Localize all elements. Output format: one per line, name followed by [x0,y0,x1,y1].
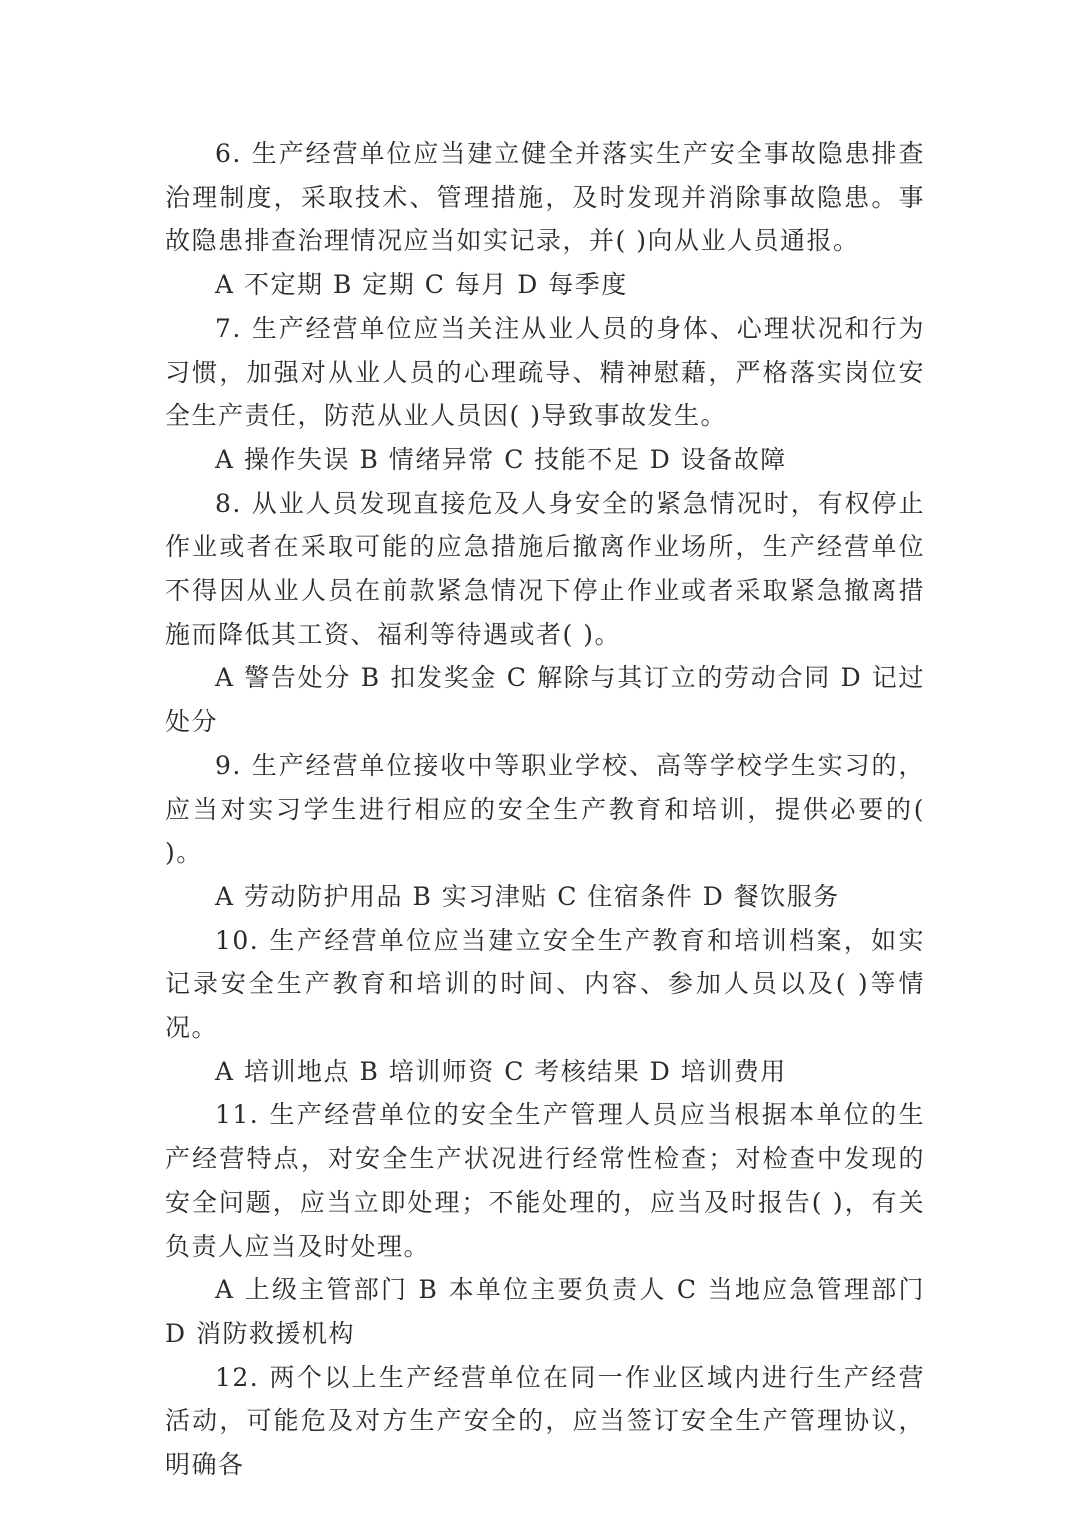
question-9-options: A 劳动防护用品 B 实习津贴 C 住宿条件 D 餐饮服务 [215,881,840,911]
question-6-stem: 6. 生产经营单位应当建立健全并落实生产安全事故隐患排查治理制度，采取技术、管理措施，及时发现并消除事故隐患。事故隐患排查治理情况应当如实记录，并( )向从业人员通报。 [165,139,925,256]
question-6-options: A 不定期 B 定期 C 每月 D 每季度 [215,270,628,300]
question-11-options: A 上级主管部门 B 本单位主要负责人 C 当地应急管理部门 D 消防救援机构 [165,1275,925,1348]
question-12-stem: 12. 两个以上生产经营单位在同一作业区域内进行生产经营活动，可能危及对方生产安全的，应当签订安全生产管理协议，明确各 [165,1362,925,1480]
question-8-options: A 警告处分 B 扣发奖金 C 解除与其订立的劳动合同 D 记过处分 [165,663,925,737]
question-8-stem: 8. 从业人员发现直接危及人身安全的紧急情况时，有权停止作业或者在采取可能的应急措施后撤离作业场所，生产经营单位不得因从业人员在前款紧急情况下停止作业或者采取紧急撤离措施而降低其工资、福利等待遇或者( )。 [165,488,925,649]
question-10-stem: 10. 生产经营单位应当建立安全生产教育和培训档案，如实记录安全生产教育和培训的时间、内容、参加人员以及( )等情况。 [165,925,925,1043]
question-11-stem: 11. 生产经营单位的安全生产管理人员应当根据本单位的生产经营特点，对安全生产状况进行经常性检查；对检查中发现的安全问题，应当立即处理；不能处理的，应当及时报告( )，有关负责人应当及时处理。 [165,1100,925,1261]
question-10-options: A 培训地点 B 培训师资 C 考核结果 D 培训费用 [215,1056,787,1086]
question-7-stem: 7. 生产经营单位应当关注从业人员的身体、心理状况和行为习惯，加强对从业人员的心理疏导、精神慰藉，严格落实岗位安全生产责任，防范从业人员因( )导致事故发生。 [165,313,925,431]
question-list [165,132,925,1487]
question-9-stem: 9. 生产经营单位接收中等职业学校、高等学校学生实习的，应当对实习学生进行相应的安全生产教育和培训，提供必要的( )。 [165,750,925,868]
question-7-options: A 操作失误 B 情绪异常 C 技能不足 D 设备故障 [215,444,787,474]
